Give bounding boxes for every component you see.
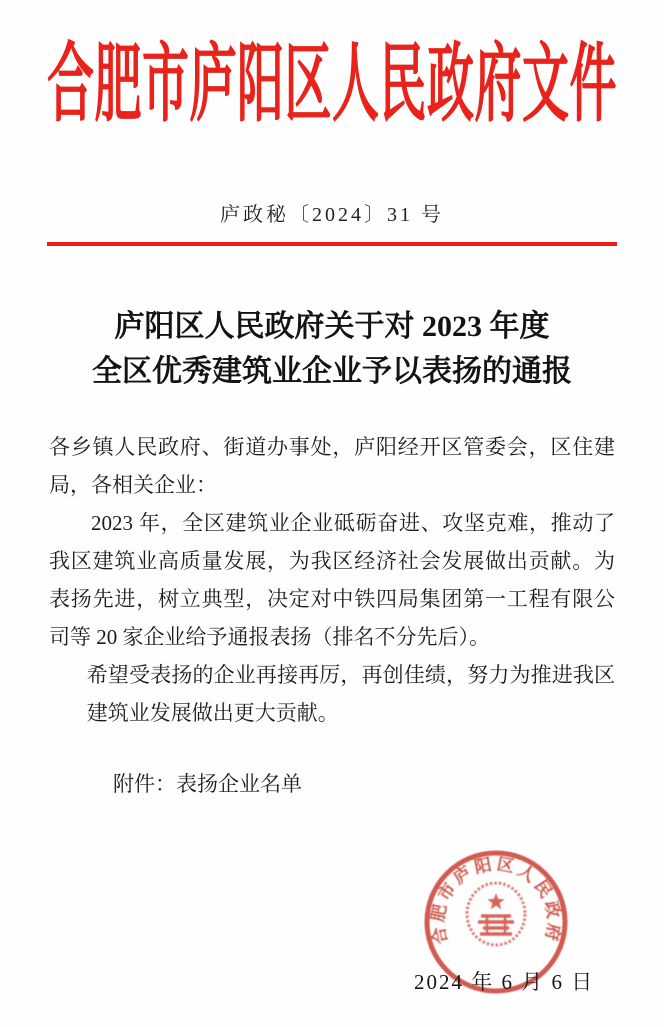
document-title-line2: 全区优秀建筑业企业予以表扬的通报 xyxy=(92,355,572,388)
document-date: 2024 年 6 月 6 日 xyxy=(414,970,595,994)
salutation-line: 各乡镇人民政府、街道办事处，庐阳经开区管委会，区住建局，各相关企业： xyxy=(49,435,615,497)
document-title-line1: 庐阳区人民政府关于对 2023 年度 xyxy=(114,310,550,343)
attachment-note: 附件：表扬企业名单 xyxy=(113,772,302,796)
letterhead-title: 合肥市庐阳区人民政府文件 xyxy=(47,37,617,133)
document-body xyxy=(49,428,615,732)
seal-arc-text: 合肥市庐阳区人民政府 xyxy=(428,854,564,946)
document-title xyxy=(0,304,664,394)
body-paragraph-2: 希望受表扬的企业再接再厉，再创佳绩，努力为推进我区建筑业发展做出更大贡献。 xyxy=(86,663,615,725)
red-divider-rule xyxy=(47,242,617,246)
letterhead-banner xyxy=(0,26,664,133)
national-emblem-icon xyxy=(467,883,525,945)
document-number: 庐政秘〔2024〕31 号 xyxy=(220,204,444,226)
body-paragraph-1: 2023 年，全区建筑业企业砥砺奋进、攻坚克难，推动了我区建筑业高质量发展，为我区经济社会发展做出贡献。为表扬先进，树立典型，决定对中铁四局集团第一工程有限公司等 20 家企业给予通报表扬（排名不分先后）。 xyxy=(49,511,615,649)
